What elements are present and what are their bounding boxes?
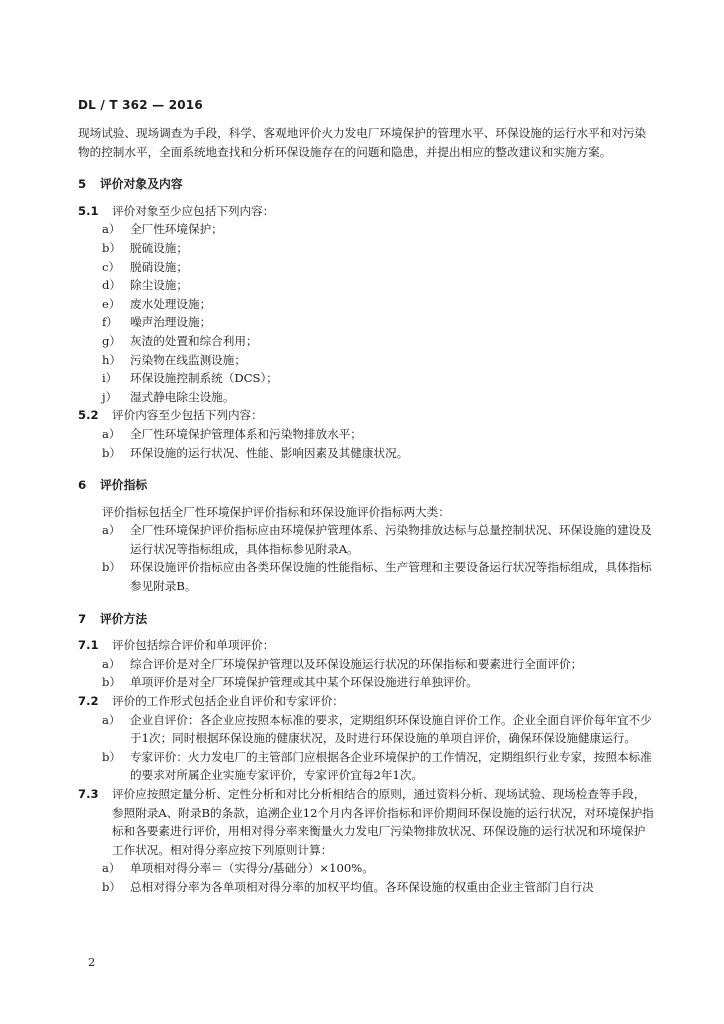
- clause-text: 评价对象至少应包括下列内容：: [112, 203, 275, 218]
- list-item: [78, 332, 654, 351]
- intro-paragraph: 现场试验、现场调查为手段，科学、客观地评价火力发电厂环境保护的管理水平、环保设施的运行水平和对污染物的控制水平，全面系统地查找和分析环保设施存在的问题和隐患，并提出相应的整改建议和实施方案。: [78, 126, 647, 159]
- item-label: c）: [102, 259, 121, 274]
- clause-number: 5.2: [78, 408, 99, 423]
- document-body: [78, 124, 654, 897]
- item-label: b）: [102, 560, 122, 575]
- list-item: [78, 351, 654, 370]
- item-label: a）: [102, 861, 121, 876]
- item-text: 灰渣的处置和综合利用；: [130, 333, 258, 348]
- list-item: [78, 748, 654, 785]
- list-item: [78, 878, 654, 897]
- section-7-heading: [78, 610, 654, 629]
- list-item: [78, 313, 654, 332]
- clause-number: 7.2: [78, 694, 99, 709]
- clause-7-2: [78, 692, 654, 711]
- item-text: 全厂性环境保护管理体系和污染物排放水平；: [130, 426, 362, 441]
- list-7-3: [78, 859, 654, 896]
- section-title: 评价对象及内容: [100, 177, 183, 192]
- list-7-2: [78, 711, 654, 785]
- item-text: 废水处理设施；: [130, 296, 212, 311]
- list-item: [78, 239, 654, 258]
- clause-text: 评价应按照定量分析、定性分析和对比分析相结合的原则，通过资料分析、现场试验、现场检查等手段，参照附录A、附录B的条款，追溯企业12个月内各评价指标和评价期间环保设施的运行状况，对环境保护指标和各要素进行评价，用相对得分率来衡量火力发电厂污染物排放状况、环保设施的运行状况和环境保护工作状况。相对得分率应按下列原则计算：: [112, 787, 654, 857]
- list-5-1: [78, 220, 654, 406]
- list-item: [78, 388, 654, 407]
- section-title: 评价指标: [100, 478, 148, 493]
- clause-5-2: [78, 406, 654, 425]
- clause-7-3: [78, 785, 654, 859]
- item-text: 专家评价：火力发电厂的主管部门应根据各企业环境保护的工作情况，定期组织行业专家，按照本标准的要求对所属企业实施专家评价，专家评价宜每2年1次。: [130, 749, 652, 783]
- item-label: d）: [102, 278, 122, 293]
- item-text: 污染物在线监测设施；: [130, 352, 246, 367]
- item-label: e）: [102, 296, 121, 311]
- clause-5-1: [78, 202, 654, 221]
- section-5-heading: [78, 175, 654, 194]
- clause-text: 评价内容至少包括下列内容：: [112, 408, 263, 423]
- item-text: 全厂性环境保护；: [130, 222, 223, 237]
- item-text: 环保设施的运行状况、性能、影响因素及其健康状况。: [130, 445, 409, 460]
- item-label: b）: [102, 749, 122, 764]
- list-6: [78, 521, 654, 595]
- list-item: [78, 711, 654, 748]
- section-number: 6: [78, 478, 87, 493]
- list-item: [78, 444, 654, 463]
- list-item: [78, 295, 654, 314]
- list-item: [78, 369, 654, 388]
- clause-number: 7.3: [78, 787, 99, 801]
- item-text: 总相对得分率为各单项相对得分率的加权平均值。各环保设施的权重由企业主管部门自行决: [130, 879, 594, 894]
- list-item: [78, 258, 654, 277]
- list-item: [78, 220, 654, 239]
- list-item: [78, 655, 654, 674]
- list-7-1: [78, 655, 654, 692]
- list-item: [78, 425, 654, 444]
- item-label: i）: [102, 371, 118, 386]
- item-text: 除尘设施；: [130, 278, 188, 293]
- item-label: g）: [102, 333, 122, 348]
- clause-text: 评价包括综合评价和单项评价：: [112, 638, 275, 653]
- list-5-2: [78, 425, 654, 462]
- item-label: b）: [102, 445, 122, 460]
- item-label: b）: [102, 675, 122, 690]
- item-text: 环保设施评价指标应由各类环保设施的性能指标、生产管理和主要设备运行状况等指标组成，具体指标参见附录B。: [130, 560, 652, 594]
- item-text: 企业自评价：各企业应按照本标准的要求，定期组织环保设施自评价工作。企业全面自评价每年宜不少于1次；同时根据环保设施的健康状况，及时进行环保设施的单项自评价，确保环保设施健康运行。: [130, 712, 652, 746]
- item-text: 噪声治理设施；: [130, 315, 212, 330]
- item-label: f）: [102, 315, 118, 330]
- section-6-paragraph: 评价指标包括全厂性环境保护评价指标和环保设施评价指标两大类：: [102, 504, 450, 519]
- clause-number: 7.1: [78, 638, 99, 653]
- item-label: a）: [102, 656, 121, 671]
- list-item: [78, 558, 654, 595]
- list-item: [78, 859, 654, 878]
- item-label: a）: [102, 222, 121, 237]
- item-label: a）: [102, 712, 121, 727]
- item-label: b）: [102, 240, 122, 255]
- clause-7-1: [78, 636, 654, 655]
- section-6-heading: [78, 476, 654, 495]
- item-label: a）: [102, 426, 121, 441]
- item-text: 脱硫设施；: [130, 240, 188, 255]
- item-text: 环保设施控制系统（DCS）；: [130, 371, 278, 386]
- item-text: 湿式静电除尘设施。: [130, 389, 235, 404]
- clause-number: 5.1: [78, 203, 99, 218]
- item-text: 全厂性环境保护评价指标应由环境保护管理体系、污染物排放达标与总量控制状况、环保设施的建设及运行状况等指标组成，具体指标参见附录A。: [130, 523, 652, 556]
- item-text: 单项评价是对全厂环境保护管理或其中某个环保设施进行单独评价。: [130, 675, 478, 690]
- item-text: 脱硝设施；: [130, 259, 188, 274]
- item-text: 综合评价是对全厂环境保护管理以及环保设施运行状况的环保指标和要素进行全面评价；: [130, 656, 583, 671]
- item-label: b）: [102, 879, 122, 894]
- list-item: [78, 276, 654, 295]
- list-item: [78, 521, 654, 558]
- page-number: 2: [88, 955, 96, 969]
- item-label: j）: [102, 389, 118, 404]
- section-number: 7: [78, 611, 87, 626]
- item-label: a）: [102, 523, 121, 538]
- section-title: 评价方法: [100, 611, 148, 626]
- item-label: h）: [102, 352, 122, 367]
- section-number: 5: [78, 177, 87, 192]
- standard-code: DL / T 362 — 2016: [78, 98, 203, 112]
- item-text: 单项相对得分率＝（实得分/基础分）×100%。: [130, 861, 374, 876]
- clause-text: 评价的工作形式包括企业自评价和专家评价：: [112, 694, 344, 709]
- list-item: [78, 673, 654, 692]
